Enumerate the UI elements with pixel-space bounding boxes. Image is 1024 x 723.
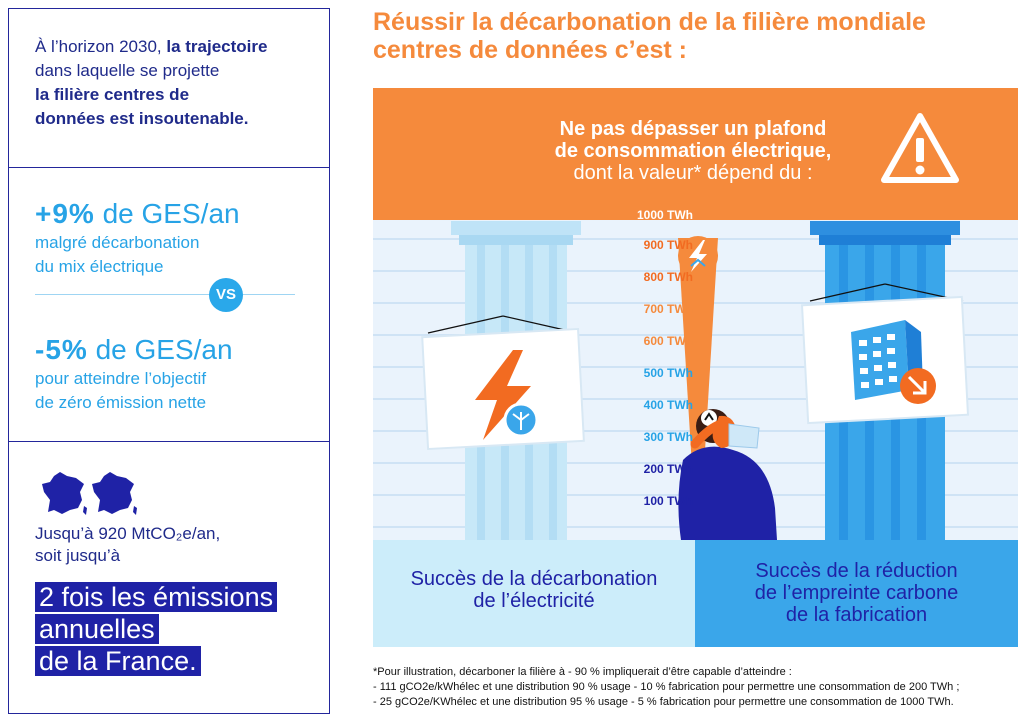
vs-line [35, 294, 295, 295]
scale-tick: 900 TWh [643, 238, 693, 252]
banner-text: Ne pas dépasser un plafond de consommation électrique, dont la valeur* dépend du : [554, 118, 832, 184]
highlight-line: de la France. [35, 645, 201, 677]
divider [9, 441, 329, 442]
scale-tick: 700 TWh [643, 302, 693, 316]
divider [9, 167, 329, 168]
manufacturing-success-box [695, 540, 1018, 647]
emissions-text: Jusqu’à 920 MtCO₂e/an, soit jusqu’à [35, 524, 221, 565]
france-map-icon [40, 470, 88, 516]
intro-text: À l’horizon 2030, la trajectoire dans laquelle se projette la filière centres de données est insoutenable. [35, 37, 268, 128]
scale-tick: 800 TWh [643, 270, 693, 284]
highlight-line: 2 fois les émissions [35, 581, 277, 613]
stat-decrease: -5% de GES/an [35, 334, 233, 365]
stat-decrease-caption: pour atteindre l’objectif de zéro émission nette [35, 369, 207, 412]
illustration [373, 88, 1018, 647]
stat-increase: +9% de GES/an [35, 198, 240, 229]
ceiling-bar [373, 208, 1018, 220]
page-title: Réussir la décarbonation de la filière mondiale centres de données c’est : [373, 8, 926, 64]
highlight-line: annuelles [35, 613, 159, 645]
electricity-success-box [373, 540, 695, 647]
scale-tick: 500 TWh [643, 366, 693, 380]
scale-tick: 600 TWh [643, 334, 693, 348]
box-label: Succès de la décarbonation de l’électricité [410, 568, 658, 612]
france-map-icon [90, 470, 138, 516]
warning-icon [880, 112, 960, 184]
vs-badge: VS [209, 278, 243, 312]
scale-tick: 400 TWh [643, 398, 693, 412]
scale-tick: 100 TWh [643, 494, 693, 508]
scale-tick: 300 TWh [643, 430, 693, 444]
stat-increase-caption: malgré décarbonation du mix électrique [35, 233, 200, 276]
scale-tick: 200 TWh [643, 462, 693, 476]
footnote: *Pour illustration, décarboner la filière à - 90 % impliquerait d’être capable d’atteindre : - 111 gCO2e/kWhélec et une distribution 90 % usage - 10 % fabrication pour permettre une consommation de 200 TWh ; - 25 gCO2e/KWhélec et une distribution 95 % usage - 5 % fabrication pour permettre une consommation de 1000 TWh. [373, 666, 960, 708]
scale-top-label: 1000 TWh [636, 208, 693, 222]
box-label: Succès de la réduction de l’empreinte carbone de la fabrication [754, 560, 959, 626]
